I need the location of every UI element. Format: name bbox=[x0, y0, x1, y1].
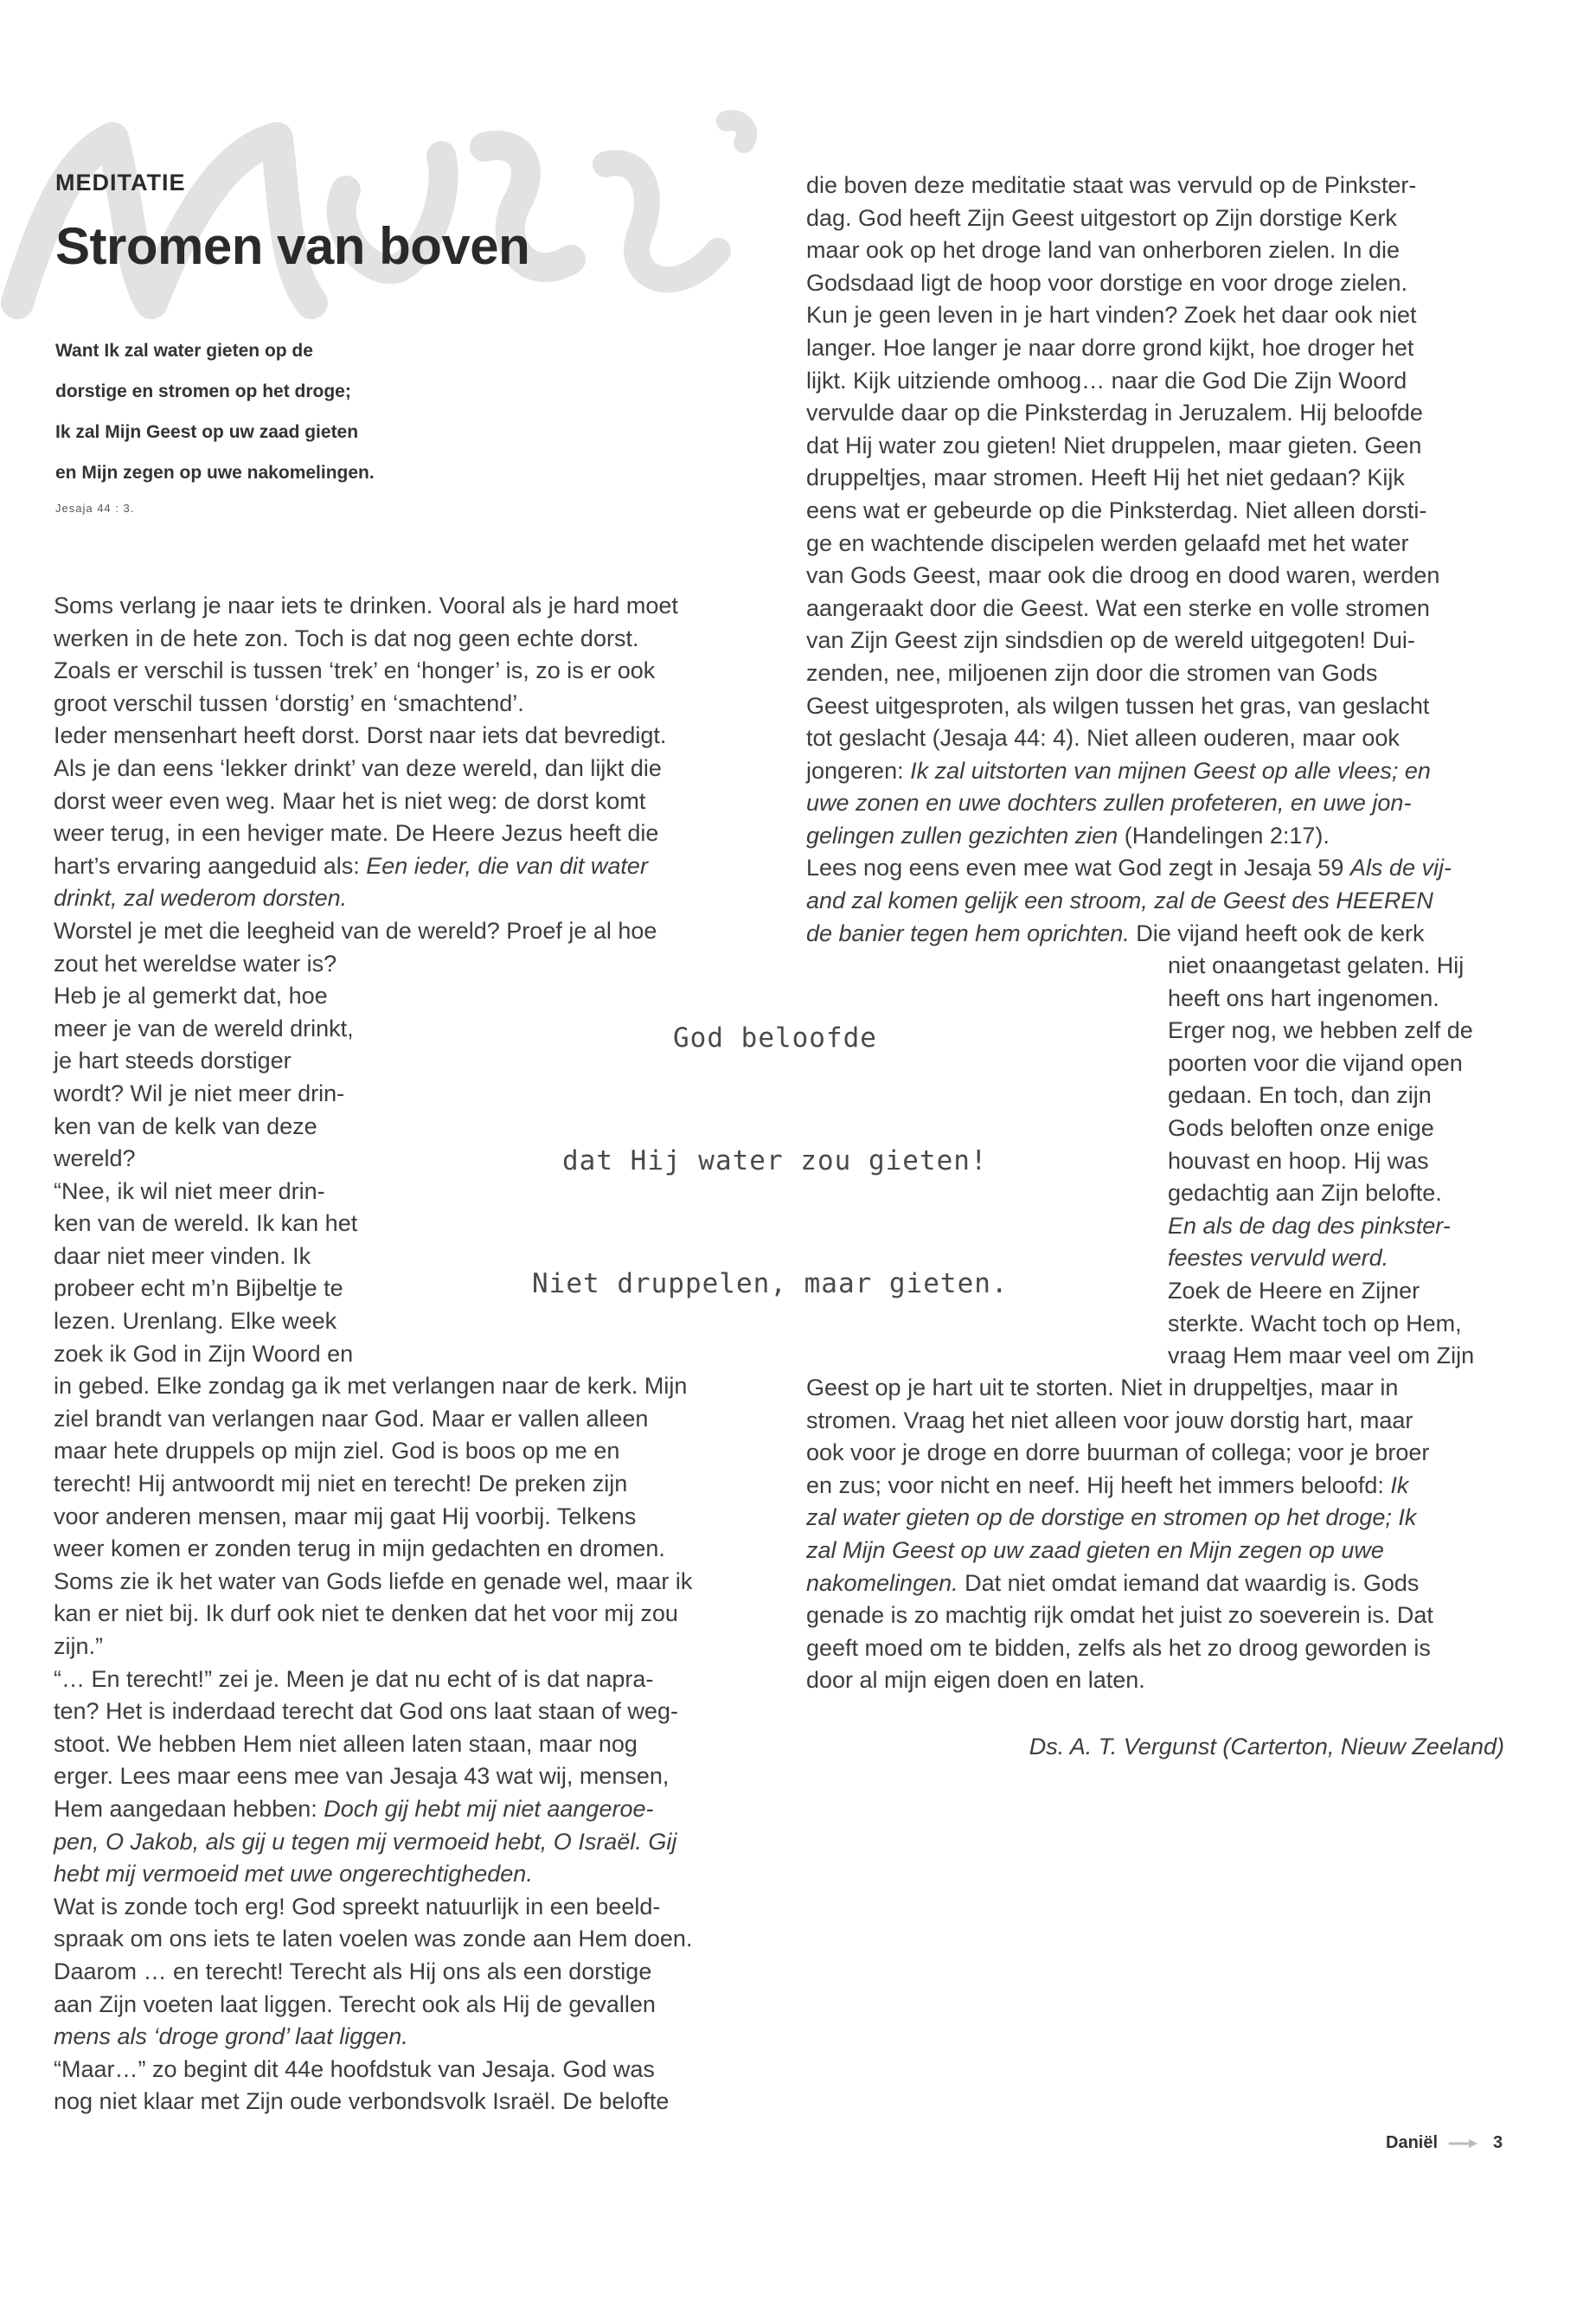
text-line: niet onaangetast gelaten. Hij bbox=[1168, 952, 1465, 978]
text-line: van Gods Geest, maar ook die droog en dood waren, werden bbox=[806, 562, 1440, 589]
text-line: Ieder mensenhart heeft dorst. Dorst naar iets dat bevredigt. bbox=[54, 722, 667, 749]
text-line: stromen. Vraag het niet alleen voor jouw dorstig hart, maar bbox=[806, 1407, 1413, 1433]
text-line: gedachtig aan Zijn belofte. bbox=[1168, 1180, 1442, 1207]
text-line: sterkte. Wacht toch op Hem, bbox=[1168, 1310, 1462, 1336]
text-line: je hart steeds dorstiger bbox=[54, 1048, 292, 1074]
text-line: en zus; voor nicht en neef. Hij heeft het immers beloofd: Ik bbox=[806, 1471, 1409, 1498]
text-line: uwe zonen en uwe dochters zullen profeteren, en uwe jon- bbox=[806, 790, 1412, 817]
quote-line: Want Ik zal water gieten op de bbox=[55, 341, 313, 361]
text-line: heeft ons hart ingenomen. bbox=[1168, 984, 1439, 1011]
typed-pull-quote-line-1: God beloofde bbox=[673, 1022, 877, 1054]
text-line: probeer echt m’n Bijbeltje te bbox=[54, 1275, 343, 1302]
text-line: spraak om ons iets te laten voelen was zonde aan Hem doen. bbox=[54, 1926, 693, 1952]
typed-pull-quote-line-2: dat Hij water zou gieten! bbox=[562, 1145, 988, 1176]
text-line: Soms zie ik het water van Gods liefde en genade wel, maar ik bbox=[54, 1567, 693, 1594]
text-line: “Maar…” zo begint dit 44e hoofdstuk van Jesaja. God was bbox=[54, 2055, 655, 2082]
text-line: Worstel je met die leegheid van de wereld? Proef je al hoe bbox=[54, 917, 657, 944]
left-column-text bbox=[54, 590, 763, 2118]
text-line: meer je van de wereld drinkt, bbox=[54, 1015, 354, 1042]
text-line: nog niet klaar met Zijn oude verbondsvolk Israël. De belofte bbox=[54, 2088, 670, 2115]
text-line: hebt mij vermoeid met uwe ongerechtigheden. bbox=[54, 1861, 533, 1888]
text-line: ten? Het is inderdaad terecht dat God ons laat staan of weg- bbox=[54, 1698, 678, 1725]
text-line: terecht! Hij antwoordt mij niet en terecht! De preken zijn bbox=[54, 1471, 628, 1497]
text-line: in gebed. Elke zondag ga ik met verlangen naar de kerk. Mijn bbox=[54, 1373, 688, 1400]
right-column-bottom-text bbox=[806, 1372, 1524, 1697]
text-line: Kun je geen leven in je hart vinden? Zoek het daar ook niet bbox=[806, 302, 1417, 329]
text-line: groot verschil tussen ‘dorstig’ en ‘smachtend’. bbox=[54, 689, 524, 716]
text-line: ziel brandt van verlangen naar God. Maar er vallen alleen bbox=[54, 1405, 649, 1432]
text-line: ge en wachtende discipelen werden gelaafd met het water bbox=[806, 529, 1409, 556]
text-line: van Zijn Geest zijn sindsdien op de wereld uitgegoten! Dui- bbox=[806, 627, 1415, 654]
text-line: Daarom … en terecht! Terecht als Hij ons als een dorstige bbox=[54, 1958, 652, 1984]
text-line: weer komen er zonden terug in mijn gedachten en dromen. bbox=[54, 1535, 665, 1562]
text-line: drinkt, zal wederom dorsten. bbox=[54, 885, 348, 912]
scripture-reference: Jesaja 44 : 3. bbox=[55, 502, 135, 515]
right-column-narrow-text bbox=[1168, 950, 1531, 1373]
text-line: voor anderen mensen, maar mij gaat Hij voorbij. Telkens bbox=[54, 1503, 637, 1529]
text-line: hart’s ervaring aangeduid als: Een ieder, die van dit water bbox=[54, 852, 648, 879]
text-line: houvast en hoop. Hij was bbox=[1168, 1147, 1429, 1174]
section-kicker: MEDITATIE bbox=[55, 170, 186, 195]
text-line: ken van de kelk van deze bbox=[54, 1112, 317, 1139]
text-line: jongeren: Ik zal uitstorten van mijnen Geest op alle vlees; en bbox=[806, 757, 1431, 784]
text-line: die boven deze meditatie staat was vervuld op de Pinkster- bbox=[806, 172, 1417, 198]
text-line: zal Mijn Geest op uw zaad gieten en Mijn zegen op uwe bbox=[806, 1536, 1384, 1563]
text-line: stoot. We hebben Hem niet alleen laten staan, maar nog bbox=[54, 1730, 638, 1757]
text-line: and zal komen gelijk een stroom, zal de Geest des HEEREN bbox=[806, 888, 1433, 914]
text-line: druppeltjes, maar stromen. Heeft Hij het niet gedaan? Kijk bbox=[806, 465, 1405, 491]
text-line: langer. Hoe langer je naar dorre grond kijkt, hoe droger het bbox=[806, 334, 1414, 361]
text-line: Godsdaad ligt de hoop voor dorstige en voor droge zielen. bbox=[806, 269, 1407, 296]
text-line: maar hete druppels op mijn ziel. God is boos op me en bbox=[54, 1438, 620, 1465]
text-line: Geest op je hart uit te storten. Niet in druppeltjes, maar in bbox=[806, 1375, 1399, 1400]
text-line: “Nee, ik wil niet meer drin- bbox=[54, 1177, 325, 1204]
text-line: zoek ik God in Zijn Woord en bbox=[54, 1340, 354, 1367]
typed-pull-quote-line-3: Niet druppelen, maar gieten. bbox=[532, 1268, 1009, 1299]
text-line: feestes vervuld werd. bbox=[1168, 1245, 1389, 1272]
text-line: erger. Lees maar eens mee van Jesaja 43 wat wij, mensen, bbox=[54, 1763, 670, 1790]
text-line: de banier tegen hem oprichten. Die vijand heeft ook de kerk bbox=[806, 920, 1425, 946]
text-line: tot geslacht (Jesaja 44: 4). Niet alleen ouderen, maar ook bbox=[806, 725, 1400, 752]
quote-line: dorstige en stromen op het droge; bbox=[55, 381, 351, 401]
article-title: Stromen van boven bbox=[55, 217, 530, 275]
text-line: “… En terecht!” zei je. Meen je dat nu echt of is dat napra- bbox=[54, 1665, 654, 1692]
text-line: mens als ‘droge grond’ laat liggen. bbox=[54, 2023, 408, 2050]
text-line: Als je dan eens ‘lekker drinkt’ van deze wereld, dan lijkt die bbox=[54, 754, 662, 781]
page-footer bbox=[1386, 2133, 1503, 2153]
text-line: ook voor je droge en dorre buurman of collega; voor je broer bbox=[806, 1439, 1430, 1466]
text-line: zal water gieten op de dorstige en stromen op het droge; Ik bbox=[806, 1504, 1417, 1531]
text-line: maar ook op het droge land van onherboren zielen. In die bbox=[806, 237, 1400, 264]
text-line: lijkt. Kijk uitziende omhoog… naar die God Die Zijn Woord bbox=[806, 367, 1407, 394]
text-line: geeft moed om te bidden, zelfs als het zo droog geworden is bbox=[806, 1634, 1431, 1661]
text-line: Gods beloften onze enige bbox=[1168, 1114, 1434, 1141]
text-line: zenden, nee, miljoenen zijn door die stromen van Gods bbox=[806, 659, 1378, 686]
text-line: zijn.” bbox=[54, 1633, 104, 1659]
quote-line: en Mijn zegen op uwe nakomelingen. bbox=[55, 463, 375, 483]
quote-line: Ik zal Mijn Geest op uw zaad gieten bbox=[55, 422, 359, 442]
text-line: Zoek de Heere en Zijner bbox=[1168, 1277, 1420, 1304]
text-line: dag. God heeft Zijn Geest uitgestort op Zijn dorstige Kerk bbox=[806, 204, 1397, 231]
page-number: 3 bbox=[1493, 2133, 1503, 2152]
text-line: kan er niet bij. Ik durf ook niet te denken dat het voor mij zou bbox=[54, 1600, 678, 1627]
text-line: Zoals er verschil is tussen ‘trek’ en ‘honger’ is, zo is er ook bbox=[54, 657, 656, 684]
text-line: dorst weer even weg. Maar het is niet weg: de dorst komt bbox=[54, 787, 646, 814]
text-line: daar niet meer vinden. Ik bbox=[54, 1242, 311, 1269]
text-line: Erger nog, we hebben zelf de bbox=[1168, 1017, 1473, 1044]
text-line: vervulde daar op die Pinksterdag in Jeruzalem. Hij beloofde bbox=[806, 400, 1423, 426]
text-line: dat Hij water zou gieten! Niet druppelen, maar gieten. Geen bbox=[806, 432, 1422, 458]
text-line: Lees nog eens even mee wat God zegt in Jesaja 59 Als de vij- bbox=[806, 855, 1452, 881]
text-line: weer terug, in een heviger mate. De Heere Jezus heeft die bbox=[54, 820, 659, 847]
text-line: aan Zijn voeten laat liggen. Terecht ook als Hij de gevallen bbox=[54, 1990, 656, 2017]
text-line: gedaan. En toch, dan zijn bbox=[1168, 1082, 1432, 1109]
text-line: ken van de wereld. Ik kan het bbox=[54, 1210, 358, 1237]
text-line: werken in de hete zon. Toch is dat nog geen echte dorst. bbox=[54, 625, 639, 651]
author-signature: Ds. A. T. Vergunst (Carterton, Nieuw Zeeland) bbox=[1029, 1734, 1504, 1759]
text-line: Geest uitgesproten, als wilgen tussen het gras, van geslacht bbox=[806, 692, 1430, 719]
text-line: aangeraakt door die Geest. Wat een sterke en volle stromen bbox=[806, 594, 1430, 621]
text-line: wordt? Wil je niet meer drin- bbox=[54, 1080, 345, 1106]
text-line: zout het wereldse water is? bbox=[54, 950, 337, 977]
text-line: poorten voor die vijand open bbox=[1168, 1049, 1463, 1076]
right-column-top-text bbox=[806, 170, 1524, 950]
text-line: Soms verlang je naar iets te drinken. Vooral als je hard moet bbox=[54, 593, 678, 619]
arrow-decoration-icon bbox=[1448, 2138, 1483, 2150]
text-line: Wat is zonde toch erg! God spreekt natuurlijk in een beeld- bbox=[54, 1893, 661, 1920]
text-line: door al mijn eigen doen en laten. bbox=[806, 1667, 1145, 1694]
text-line: gelingen zullen gezichten zien (Handelingen 2:17). bbox=[806, 822, 1330, 849]
text-line: vraag Hem maar veel om Zijn bbox=[1168, 1343, 1475, 1369]
text-line: wereld? bbox=[54, 1145, 136, 1172]
scripture-quote bbox=[55, 330, 462, 493]
text-line: pen, O Jakob, als gij u tegen mij vermoeid hebt, O Israël. Gij bbox=[54, 1828, 677, 1855]
text-line: genade is zo machtig rijk omdat het juist zo soeverein is. Dat bbox=[806, 1602, 1433, 1629]
text-line: eens wat er gebeurde op die Pinksterdag. Niet alleen dorsti- bbox=[806, 497, 1427, 523]
text-line: nakomelingen. Dat niet omdat iemand dat waardig is. Gods bbox=[806, 1569, 1420, 1596]
text-line: lezen. Urenlang. Elke week bbox=[54, 1308, 337, 1335]
text-line: Heb je al gemerkt dat, hoe bbox=[54, 983, 328, 1009]
text-line: En als de dag des pinkster- bbox=[1168, 1212, 1451, 1239]
magazine-name: Daniël bbox=[1386, 2133, 1439, 2152]
text-line: Hem aangedaan hebben: Doch gij hebt mij niet aangeroe- bbox=[54, 1795, 654, 1822]
